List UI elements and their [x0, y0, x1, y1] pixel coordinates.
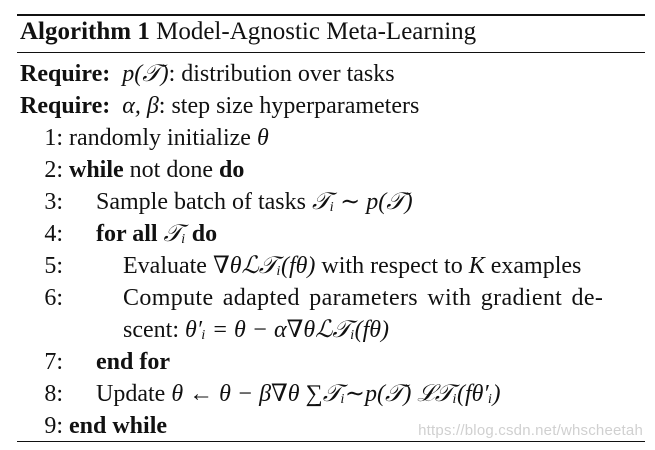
require-math: p(𝒯) [122, 61, 169, 87]
step-2 [17, 155, 645, 187]
line-number: 6: [44, 285, 63, 311]
algorithm-label: Algorithm 1 [20, 18, 150, 45]
line-number: 3: [44, 189, 63, 215]
step-1 [17, 123, 645, 155]
step-math: θ′ᵢ = θ − α∇θℒ𝒯ᵢ(fθ) [184, 317, 390, 343]
step-math: θ ← θ − β∇θ ∑𝒯ᵢ∼p(𝒯) ℒ𝒯ᵢ(fθ′ᵢ) [171, 381, 501, 407]
step-text: examples [484, 253, 582, 279]
bottom-rule [17, 441, 645, 442]
line-number: 1: [44, 125, 63, 151]
line-number: 2: [44, 157, 63, 183]
require-keyword: Require: [20, 93, 111, 119]
step-6-continuation [17, 315, 645, 347]
require-keyword: Require: [20, 61, 111, 87]
line-number: 7: [44, 349, 63, 375]
algorithm-body [17, 53, 645, 443]
step-7 [17, 347, 645, 379]
require-line-2 [17, 91, 645, 123]
step-text: Evaluate [123, 253, 213, 279]
step-text: Update [96, 381, 172, 407]
keyword-while: while [69, 157, 124, 183]
step-5 [17, 251, 645, 283]
step-math: θ [256, 125, 269, 151]
keyword-do: do [191, 221, 218, 247]
step-text: scent: [123, 317, 185, 343]
step-8 [17, 379, 645, 411]
require-line-1 [17, 59, 645, 91]
step-6 [17, 283, 645, 315]
line-number: 4: [44, 221, 63, 247]
require-math: α, β [122, 93, 159, 119]
step-text: with respect to [315, 253, 469, 279]
keyword-end-while: end while [69, 413, 168, 439]
watermark-text: https://blog.csdn.net/whscheetah [418, 422, 643, 439]
step-text: Sample batch of tasks [96, 189, 312, 215]
step-math: 𝒯ᵢ [157, 221, 192, 247]
step-text: randomly initialize [69, 125, 257, 151]
keyword-end-for: end for [96, 349, 170, 375]
algorithm-box [17, 14, 645, 443]
step-4 [17, 219, 645, 251]
step-math: 𝒯ᵢ ∼ p(𝒯) [311, 189, 413, 215]
keyword-for-all: for all [96, 221, 158, 247]
step-3 [17, 187, 645, 219]
step-text: Compute adapted parameters with gradient de- [123, 285, 604, 311]
algorithm-title [17, 16, 645, 49]
step-text: not done [123, 157, 219, 183]
require-text: : step size hyperparameters [158, 93, 420, 119]
line-number: 8: [44, 381, 63, 407]
step-math: ∇θℒ𝒯ᵢ(fθ) [212, 253, 316, 279]
line-number: 9: [44, 413, 63, 439]
step-math-k: K [468, 253, 485, 279]
line-number: 5: [44, 253, 63, 279]
require-text: : distribution over tasks [168, 61, 395, 87]
algorithm-name: Model-Agnostic Meta-Learning [156, 18, 477, 45]
keyword-do: do [219, 157, 245, 183]
